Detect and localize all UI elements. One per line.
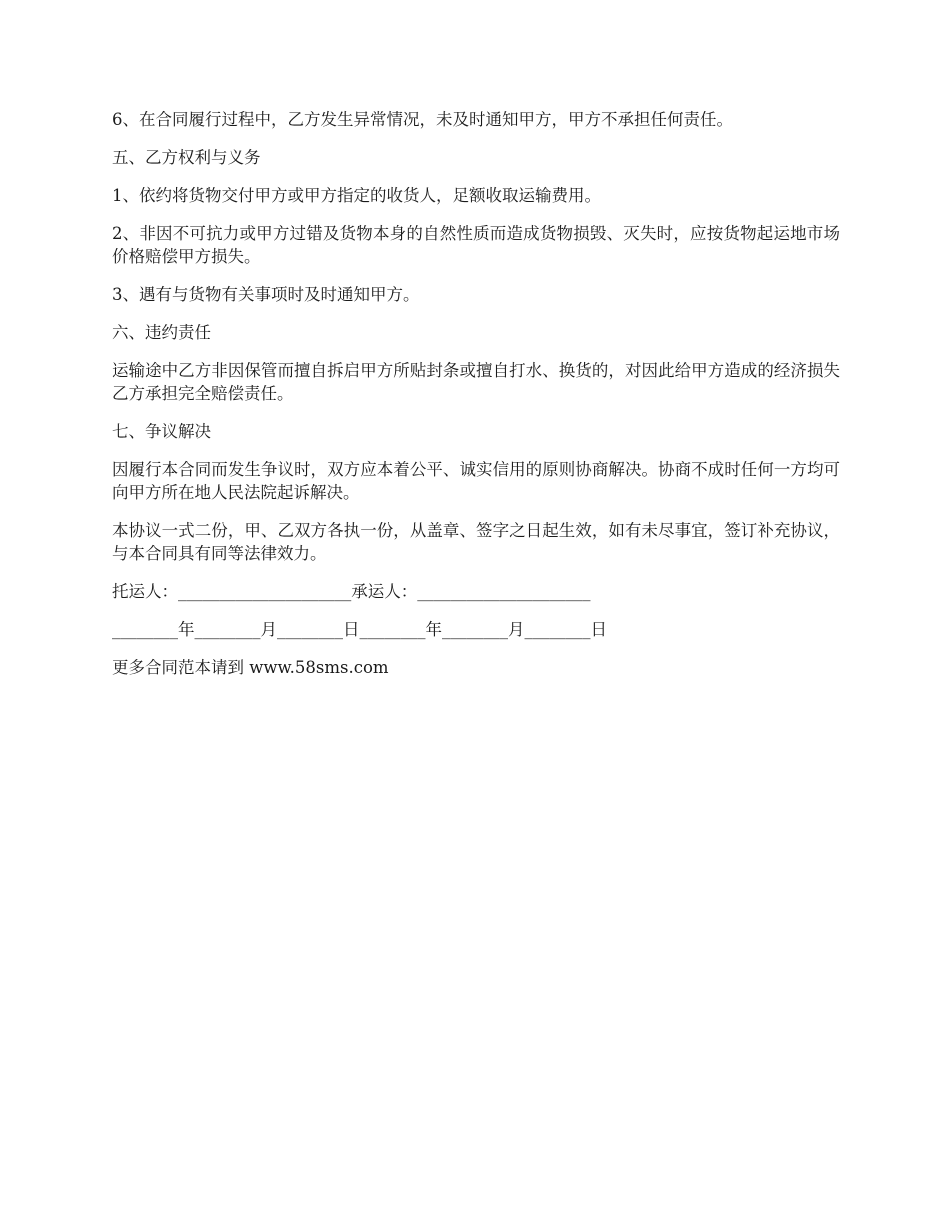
clause-party-b-3: 3、遇有与货物有关事项时及时通知甲方。: [112, 285, 420, 304]
clause-party-a-6: 6、在合同履行过程中，乙方发生异常情况，未及时通知甲方，甲方不承担任何责任。: [112, 110, 733, 129]
signature-line: 托运人：_____________________承运人：_____________________: [112, 582, 591, 601]
document-page: [112, 108, 840, 694]
date-line: ________年________月________日________年________月________日: [112, 620, 607, 639]
section-heading-breach: 六、违约责任: [112, 323, 211, 342]
dispute-resolution-text: 因履行本合同而发生争议时，双方应本着公平、诚实信用的原则协商解决。协商不成时任何一方均可向甲方所在地人民法院起诉解决。: [112, 460, 840, 502]
section-heading-dispute: 七、争议解决: [112, 422, 211, 441]
agreement-validity-text: 本协议一式二份，甲、乙双方各执一份，从盖章、签字之日起生效，如有未尽事宜，签订补充协议，与本合同具有同等法律效力。: [112, 521, 840, 563]
footer-note: 更多合同范本请到 www.58sms.com: [112, 658, 389, 677]
clause-party-b-2: 2、非因不可抗力或甲方过错及货物本身的自然性质而造成货物损毁、灭失时，应按货物起运地市场价格赔偿甲方损失。: [112, 224, 840, 266]
breach-liability-text: 运输途中乙方非因保管而擅自拆启甲方所贴封条或擅自打水、换货的，对因此给甲方造成的经济损失乙方承担完全赔偿责任。: [112, 361, 840, 403]
clause-party-b-1: 1、依约将货物交付甲方或甲方指定的收货人，足额收取运输费用。: [112, 186, 601, 205]
section-heading-party-b-rights: 五、乙方权利与义务: [112, 148, 261, 167]
